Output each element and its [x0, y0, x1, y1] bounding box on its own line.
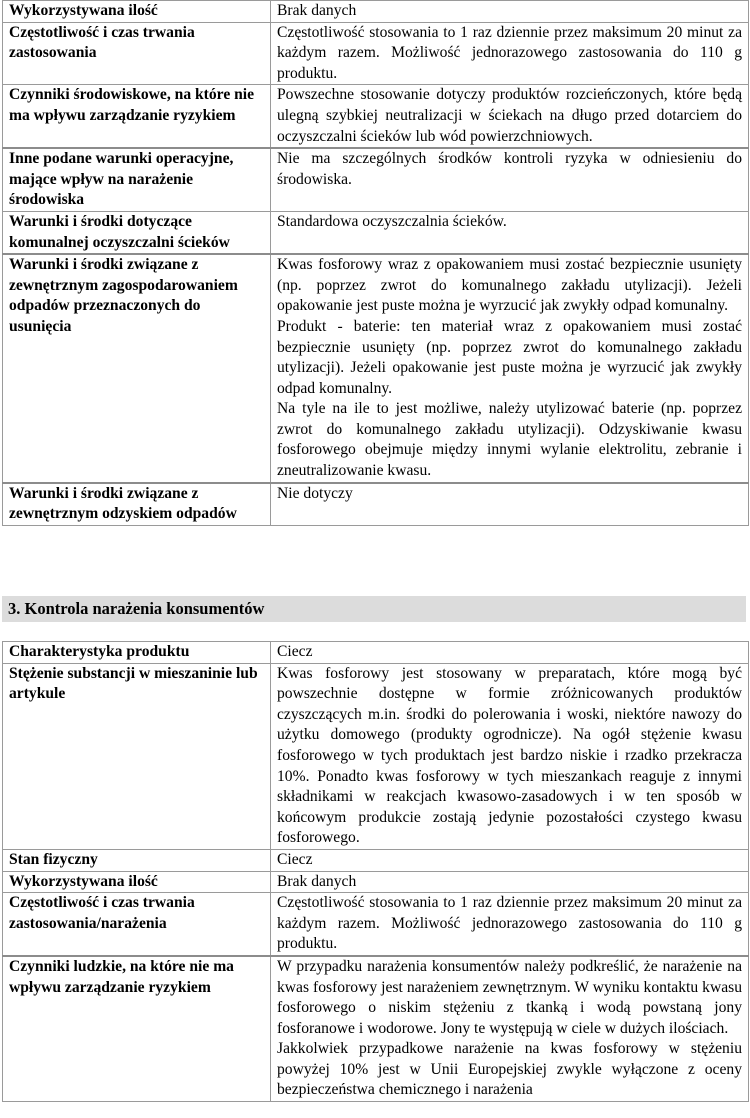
row-label: Częstotliwość i czas trwania zastosowania: [3, 22, 271, 85]
row-value-text: Nie ma szczególnych środków kontroli ryzyka w odniesieniu do środowiska.: [277, 150, 742, 188]
table-row: [3, 871, 749, 893]
table-row: [3, 663, 749, 849]
risk-table-consumer: [2, 641, 749, 1102]
table-row: [3, 849, 749, 871]
table-row: [3, 956, 749, 1102]
row-value-text: Nie dotyczy: [277, 484, 353, 502]
row-value-text: Powszechne stosowanie dotyczy produktów rozcieńczonych, które będą ulegną szybkiej neutralizacji w ściekach na długo przed dotarciem do oczyszczalni ścieków lub wód powierzchniowych.: [277, 86, 742, 145]
row-value: [271, 211, 749, 254]
row-label: Czynniki ludzkie, na które nie ma wpływu zarządzanie ryzykiem: [3, 956, 271, 1102]
row-value-text: Częstotliwość stosowania to 1 raz dziennie przez maksimum 20 minut za każdym razem. Możliwość jednorazowego zastosowania do 110 g produktu.: [277, 23, 742, 82]
row-value: [271, 871, 749, 893]
row-label: Stan fizyczny: [3, 849, 271, 871]
row-value: [271, 254, 749, 483]
table-row: [3, 211, 749, 254]
row-value: [271, 956, 749, 1102]
row-value-text: Jakkolwiek przypadkowe narażenie na kwas fosforowy w stężeniu powyżej 10% jest w Unii Europejskiej zwykle wyłączone z oceny bezpieczeństwa chemicznego i narażenia: [277, 1040, 742, 1099]
row-value: [271, 148, 749, 211]
table-row: [3, 254, 749, 483]
row-value-text: Brak danych: [277, 872, 357, 890]
row-label: Stężenie substancji w mieszaninie lub artykule: [3, 663, 271, 849]
table-row: [3, 1, 749, 23]
table-row: [3, 148, 749, 211]
row-value: [271, 849, 749, 871]
row-value-text: Kwas fosforowy wraz z opakowaniem musi zostać bezpiecznie usunięty (np. poprzez zwrot do komunalnego zakładu utylizacji). Jeżeli opakowanie jest puste można je wyrzucić jak zwykły odpad komunalny.: [277, 256, 742, 315]
row-label: Warunki i środki związane z zewnętrznym odzyskiem odpadów: [3, 483, 271, 526]
row-value: [271, 663, 749, 849]
table-row: [3, 22, 749, 85]
row-label: Charakterystyka produktu: [3, 642, 271, 664]
row-label: Częstotliwość i czas trwania zastosowania/narażenia: [3, 893, 271, 956]
row-value-text: Ciecz: [277, 643, 313, 660]
row-value: [271, 85, 749, 148]
row-value-text: Brak danych: [277, 2, 357, 19]
table-row: [3, 642, 749, 664]
row-value: [271, 22, 749, 85]
row-value-text: Produkt - baterie: ten materiał wraz z opakowaniem musi zostać bezpiecznie usunięty (np. poprzez zwrot do komunalnego zakładu utylizacji). Jeżeli opakowanie jest puste można je wyrzucić jak zwykły odpad komunalny.: [277, 317, 742, 397]
row-value: [271, 642, 749, 664]
table-row: [3, 483, 749, 526]
row-label: Czynniki środowiskowe, na które nie ma wpływu zarządzanie ryzykiem: [3, 85, 271, 148]
row-value: [271, 483, 749, 526]
row-label: Warunki i środki związane z zewnętrznym zagospodarowaniem odpadów przeznaczonych do usunięcia: [3, 254, 271, 483]
row-label: Inne podane warunki operacyjne, mające wpływ na narażenie środowiska: [3, 148, 271, 211]
table-row: [3, 893, 749, 956]
table-row: [3, 85, 749, 148]
row-value-text: Na tyle na ile to jest możliwe, należy utylizować baterie (np. poprzez zwrot do komunalnego zakładu utylizacji). Odzyskiwanie kwasu fosforowego obejmuje między innymi wylanie elektrolitu, zebranie i zneutralizowanie kwasu.: [277, 400, 742, 480]
row-value-text: Ciecz: [277, 850, 313, 868]
row-label: Wykorzystywana ilość: [3, 871, 271, 893]
row-label: Warunki i środki dotyczące komunalnej oczyszczalni ścieków: [3, 211, 271, 254]
section-heading: 3. Kontrola narażenia konsumentów: [2, 596, 746, 622]
row-value-text: Standardowa oczyszczalnia ścieków.: [277, 212, 507, 230]
row-value-text: Częstotliwość stosowania to 1 raz dziennie przez maksimum 20 minut za każdym razem. Możliwość jednorazowego zastosowania do 110 g produktu.: [277, 894, 742, 953]
row-value-text: W przypadku narażenia konsumentów należy podkreślić, że narażenie na kwas fosforowy jest narażeniem zewnętrznym. W wyniku kontaktu kwasu fosforowego o niskim stężeniu z tkanką i wodą powstaną jony fosforanowe i wodorowe. Jony te występują w ciele w dużych ilościach.: [277, 957, 742, 1037]
risk-table-environment: [2, 0, 749, 526]
row-value: [271, 1, 749, 23]
row-value-text: Kwas fosforowy jest stosowany w preparatach, które mogą być powszechnie dostępne w formie zróżnicowanych produktów czyszczących m.in. środki do polerowania i woski, niektóre nawozy do użytku domowego (produkty ogrodnicze). Na ogół stężenie kwasu fosforowego w tych produktach jest bardzo niskie i rzadko przekracza 10%. Ponadto kwas fosforowy w tych mieszankach reaguje z innymi składnikami w reakcjach kwasowo-zasadowych i w ten sposób w końcowym produkcie zostają jedynie pozostałości czystego kwasu fosforowego.: [277, 664, 742, 847]
row-label: Wykorzystywana ilość: [3, 1, 271, 23]
row-value: [271, 893, 749, 956]
